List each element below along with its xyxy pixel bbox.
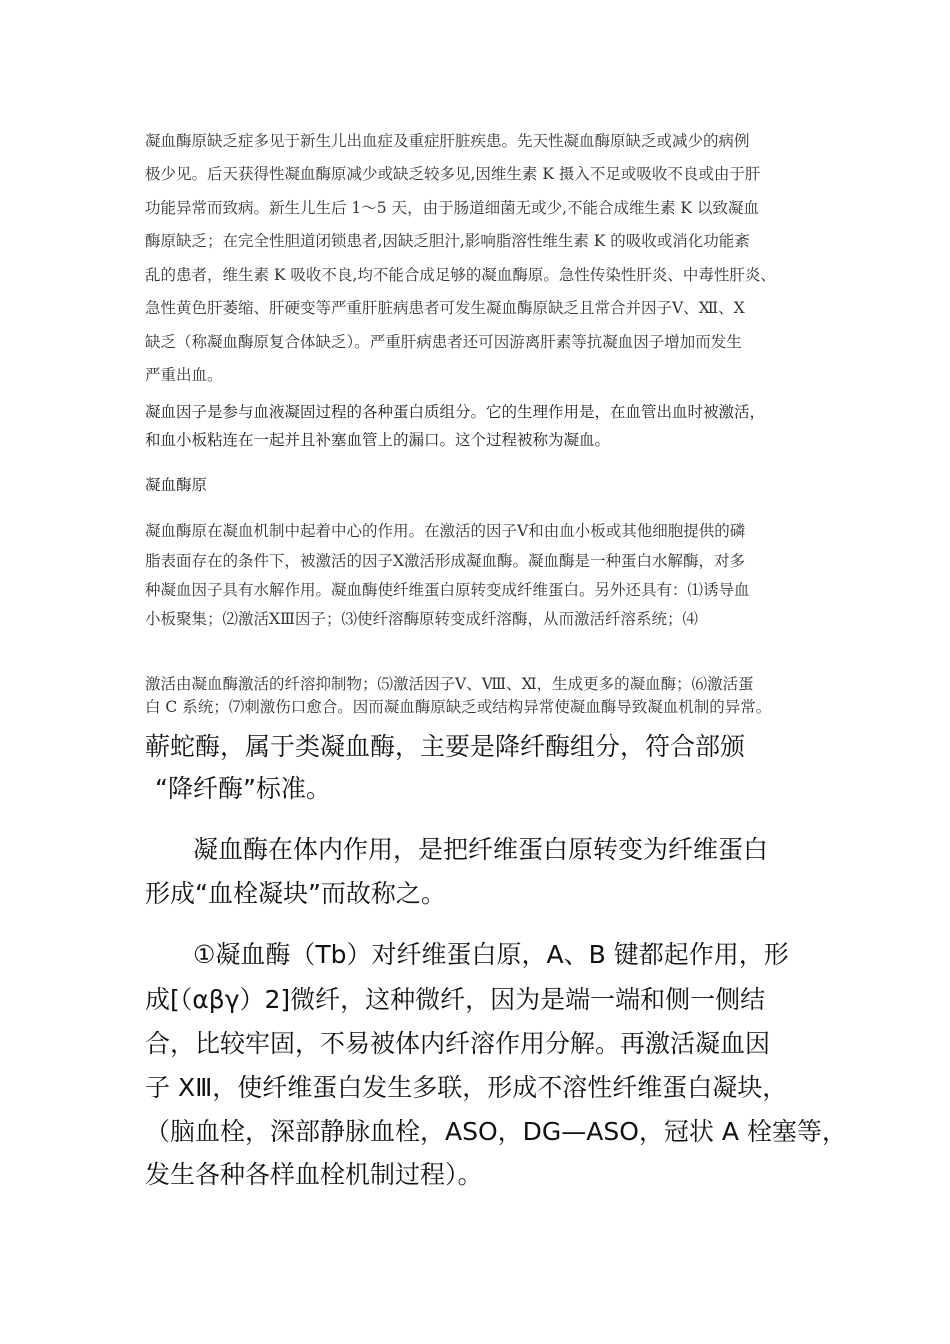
text-line: ①凝血酶（Tb）对纤维蛋白原，A、B 键都起作用，形 — [193, 940, 789, 969]
text-line: 严重出血。 — [145, 366, 223, 384]
text-line: 发生各种各样血栓机制过程）。 — [145, 1160, 483, 1189]
text-line: 成[（αβγ）2]微纤，这种微纤，因为是端一端和侧一侧结 — [145, 985, 766, 1014]
text-line: （脑血栓，深部静脉血栓，ASO，DG—ASO，冠状 A 栓塞等， — [145, 1117, 847, 1146]
section-heading: 凝血酶原 — [145, 476, 208, 494]
text-line: 白 C 系统；⑺刺激伤口愈合。因而凝血酶原缺乏或结构异常使凝血酶导致凝血机制的异常。 — [145, 698, 772, 716]
text-line: 子 XⅢ，使纤维蛋白发生多联，形成不溶性纤维蛋白凝块， — [145, 1073, 788, 1102]
text-line: 激活由凝血酶激活的纤溶抑制物；⑸激活因子Ⅴ、Ⅷ、Ⅺ，生成更多的凝血酶；⑹激活蛋 — [145, 675, 754, 693]
text-line: “降纤酶”标准。 — [155, 774, 331, 803]
text-line: 小板聚集；⑵激活ⅩⅢ因子；⑶使纤溶酶原转变成纤溶酶，从而激活纤溶系统；⑷ — [145, 610, 698, 628]
text-line: 形成“血栓凝块”而故称之。 — [145, 879, 446, 908]
text-line: 脂表面存在的条件下，被激活的因子Ⅹ激活形成凝血酶。凝血酶是一种蛋白水解酶，对多 — [145, 552, 746, 570]
text-line: 凝血酶原在凝血机制中起着中心的作用。在激活的因子Ⅴ和由血小板或其他细胞提供的磷 — [145, 522, 746, 540]
text-line: 和血小板粘连在一起并且补塞血管上的漏口。这个过程被称为凝血。 — [145, 431, 611, 449]
text-line: 急性黄色肝萎缩、肝硬变等严重肝脏病患者可发生凝血酶原缺乏且常合并因子Ⅴ、Ⅻ、Ⅹ — [145, 299, 745, 317]
text-line: 酶原缺乏；在完全性胆道闭锁患者,因缺乏胆汁,影响脂溶性维生素 K 的吸收或消化功能紊 — [145, 232, 750, 250]
text-line: 凝血酶原缺乏症多见于新生儿出血症及重症肝脏疾患。先天性凝血酶原缺乏或减少的病例 — [145, 132, 750, 150]
text-line: 极少见。后天获得性凝血酶原减少或缺乏较多见,因维生素 K 摄入不足或吸收不良或由于肝 — [145, 165, 761, 183]
text-line: 凝血酶在体内作用，是把纤维蛋白原转变为纤维蛋白 — [193, 835, 769, 864]
text-line: 缺乏（称凝血酶原复合体缺乏）。严重肝病患者还可因游离肝素等抗凝血因子增加而发生 — [145, 333, 742, 351]
text-line: 功能异常而致病。新生儿生后 1～5 天，由于肠道细菌无或少,不能合成维生素 K 以致凝血 — [145, 199, 759, 217]
text-line: 蕲蛇酶，属于类凝血酶，主要是降纤酶组分，符合部颁 — [145, 732, 746, 761]
text-line: 种凝血因子具有水解作用。凝血酶使纤维蛋白原转变成纤维蛋白。另外还具有：⑴诱导血 — [145, 581, 750, 599]
text-line: 凝血因子是参与血液凝固过程的各种蛋白质组分。它的生理作用是，在血管出血时被激活， — [145, 403, 766, 421]
text-line: 合，比较牢固，不易被体内纤溶作用分解。再激活凝血因 — [145, 1029, 771, 1058]
text-line: 乱的患者，维生素 K 吸收不良,均不能合成足够的凝血酶原。急性传染性肝炎、中毒性肝炎、 — [145, 266, 776, 284]
